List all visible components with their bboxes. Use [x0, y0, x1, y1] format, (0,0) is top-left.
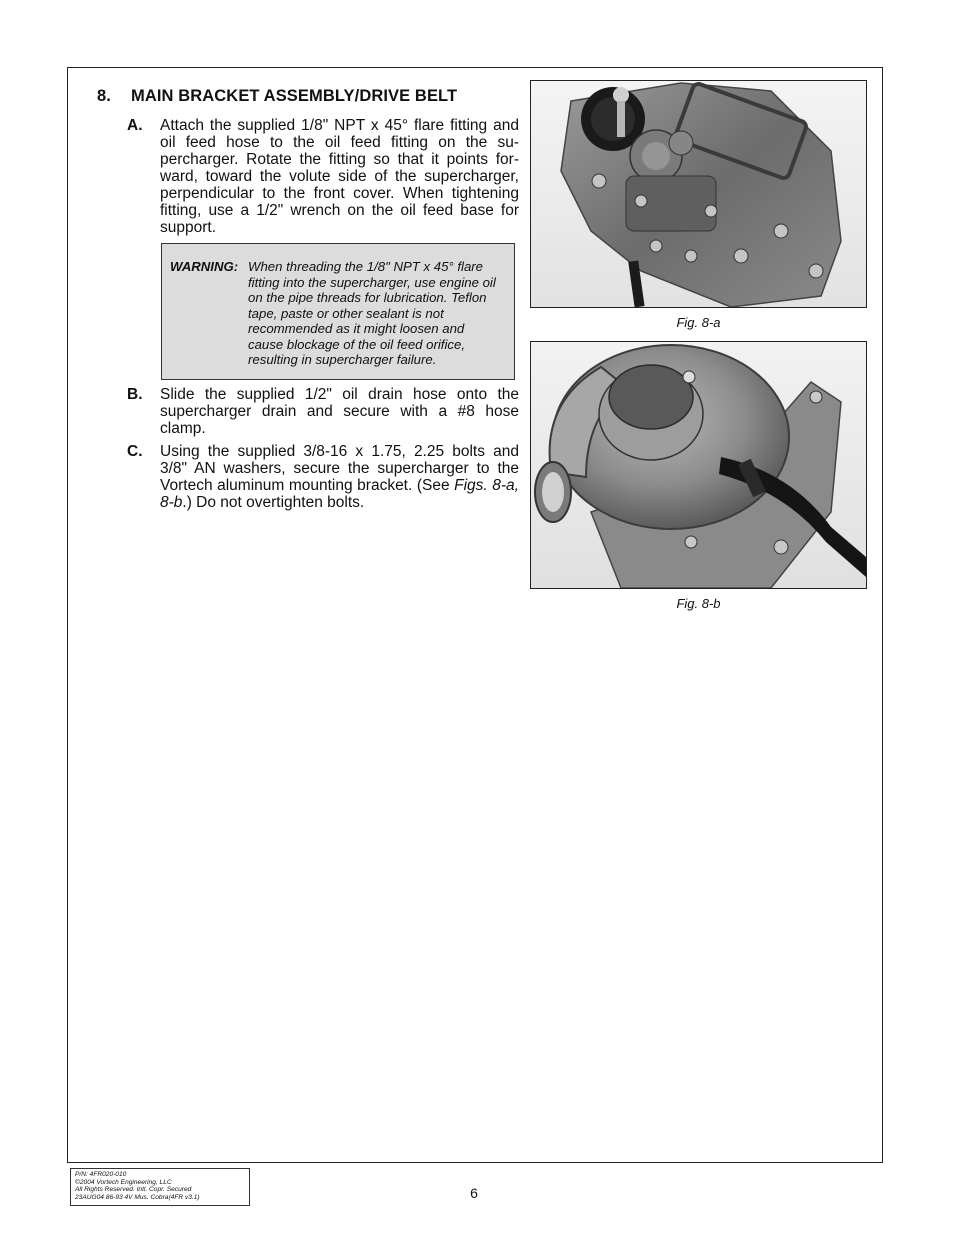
section-heading — [97, 87, 517, 106]
step-c — [127, 443, 519, 511]
footer-line: All Rights Reserved. Intl. Copr. Secured — [75, 1186, 192, 1194]
step-b — [127, 386, 519, 437]
figure-caption: Fig. 8-a — [676, 315, 721, 330]
step-text-part: .) Do not overtighten bolts. — [182, 494, 365, 511]
footer-line: 23AUG04 86-93 4V Mus. Cobra(4FR v3.1) — [75, 1193, 200, 1201]
figure-8b-photo — [530, 341, 867, 589]
warning-text: When threading the 1/8" NPT x 45° flare fitting into the supercharger, use engine oil on the pipe threads for lubrication. Teflon tape, paste or other sealant is not recommended as it might loosen and cause blockage of the oil feed orifice, resulting in supercharger failure. — [248, 259, 496, 367]
section-number: 8. — [97, 87, 111, 105]
figure-reference: Figs. 8-a, 8-b — [160, 477, 519, 511]
warning-box — [161, 243, 515, 380]
step-text: Slide the supplied 1/2" oil drain hose onto the supercharger drain and secure with a #8 hose clamp. — [160, 386, 519, 437]
figure-caption: Fig. 8-b — [676, 596, 721, 611]
step-text: Attach the supplied 1/8" NPT x 45° flare fitting and oil feed hose to the oil feed fitting on the su-percharger. Rotate the fitting so that it points for-ward, toward the volute side of the supercharger, perpendicular to the front cover. When tightening fitting, use a 1/2" wrench on the oil feed base for support. — [160, 117, 519, 236]
footer-line: ©2004 Vortech Engineering, LLC — [75, 1178, 172, 1186]
copyright-box — [70, 1168, 250, 1206]
step-a — [127, 117, 519, 236]
step-letter: C. — [127, 443, 143, 460]
step-letter: B. — [127, 386, 143, 403]
figure-8a-photo — [530, 80, 867, 308]
step-text — [160, 443, 519, 511]
page-number: 6 — [470, 1185, 478, 1201]
section-title: MAIN BRACKET ASSEMBLY/DRIVE BELT — [131, 87, 458, 105]
step-letter: A. — [127, 117, 143, 134]
footer-line: P/N: 4FR020-010 — [75, 1171, 127, 1178]
warning-label: WARNING: — [170, 259, 239, 274]
step-text-part: Using the supplied 3/8-16 x 1.75, 2.25 bolts and 3/8" AN washers, secure the supercharger to the Vortech aluminum mounting bracket. (See — [160, 443, 519, 494]
